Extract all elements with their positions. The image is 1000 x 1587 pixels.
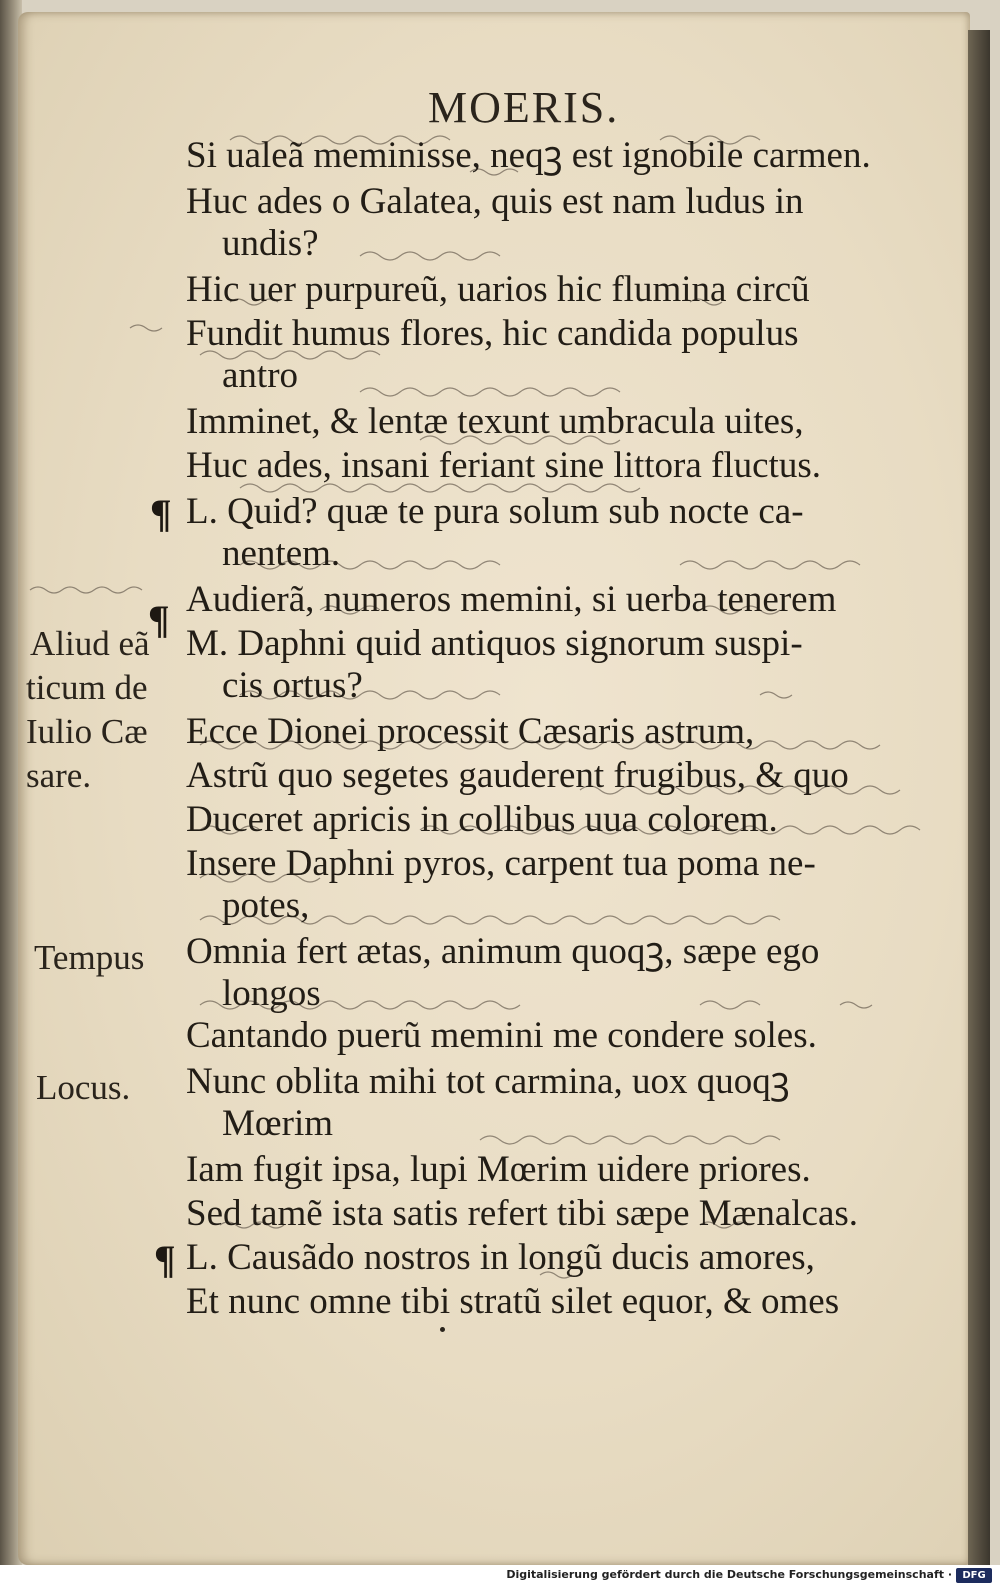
margin-note-4: sare. [26,756,92,795]
funding-credit: Digitalisierung gefördert durch die Deutsche Forschungsgemeinschaft · [506,1568,952,1581]
verse-line-11: Audierã, numeros memini, si uerba tenerem [186,579,837,620]
verse-line-25: Sed tamẽ ista satis refert tibi sæpe Mænalcas. [186,1193,859,1234]
verse-line-5: Fundit humus flores, hic candida populus [186,313,799,354]
pilcrow-mark: ¶ [148,597,170,642]
margin-note-tempus: Tempus [34,938,145,977]
verse-line-3: undis? [222,223,319,264]
pilcrow-mark: ¶ [150,491,172,536]
verse-line-20: longos [222,973,321,1014]
verse-line-10: nentem. [222,533,341,574]
verse-line-22: Nunc oblita mihi tot carmina, uox quoqꝫ [186,1061,790,1102]
verse-line-27: Et nunc omne tibi stratũ silet equor, & omes [186,1281,840,1322]
verse-line-14: Ecce Dionei processit Cæsaris astrum, [186,711,755,752]
verse-line-26: L. Causãdo nostros in longũ ducis amores, [186,1237,815,1278]
pilcrow-mark: ¶ [154,1237,176,1282]
verse-line-12: M. Daphni quid antiquos signorum suspi- [186,623,803,664]
verse-line-13: cis ortus? [222,665,363,706]
verse-line-7: Imminet, & lentæ texunt umbracula uites, [186,401,804,442]
verse-line-17: Insere Daphni pyros, carpent tua poma ne- [186,843,816,884]
dfg-logo: DFG [956,1568,992,1583]
verse-line-16: Duceret apricis in collibus uua colorem. [186,799,778,840]
margin-note-locus: Locus. [36,1068,131,1107]
verse-line-18: potes, [222,885,310,926]
margin-note-2: ticum de [26,668,148,707]
verse-line-23: Mœrim [222,1103,333,1144]
verse-line-1: Si ualeã meminisse, neqꝫ est ignobile carmen. [186,135,871,176]
margin-note-1: Aliud eã [30,624,150,663]
verse-line-15: Astrũ quo segetes gauderent frugibus, & quo [186,755,849,796]
page-heading: MOERIS. [428,83,620,132]
ink-dot [440,1327,445,1332]
footer-bar [0,1565,1000,1587]
verse-line-19: Omnia fert ætas, animum quoqꝫ, sæpe ego [186,931,820,972]
verse-line-21: Cantando puerũ memini me condere soles. [186,1015,817,1056]
verse-line-6: antro [222,355,299,396]
verse-line-4: Hic uer purpureũ, uarios hic flumina circũ [186,269,810,310]
verse-line-8: Huc ades, insani feriant sine littora fluctus. [186,445,821,486]
margin-note-3: Iulio Cæ [26,712,148,751]
verse-line-9: L. Quid? quæ te pura solum sub nocte ca- [186,491,804,532]
verse-line-2: Huc ades o Galatea, quis est nam ludus in [186,181,804,222]
verse-line-24: Iam fugit ipsa, lupi Mœrim uidere priores. [186,1149,811,1190]
